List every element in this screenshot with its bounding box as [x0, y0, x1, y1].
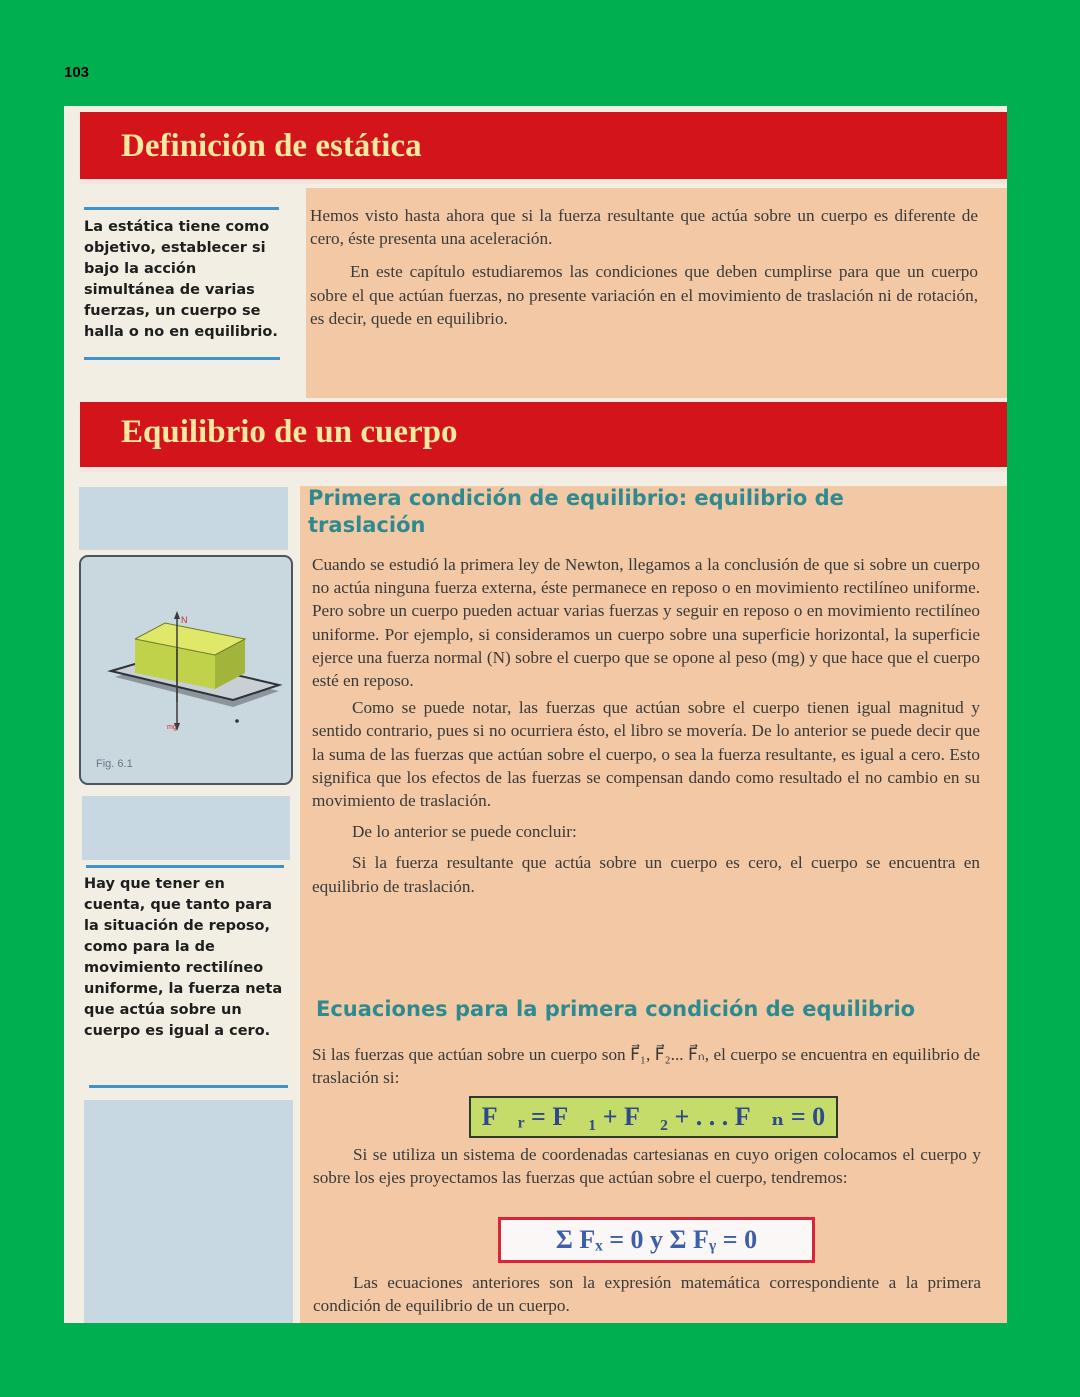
divider	[84, 357, 280, 360]
intro-text	[310, 204, 978, 330]
divider	[86, 865, 284, 868]
figure-caption: Fig. 6.1	[96, 758, 133, 770]
figure-6-1	[79, 555, 293, 785]
textbook-page	[64, 106, 1007, 1323]
subheading-equations: Ecuaciones para la primera condición de equilibrio	[316, 997, 916, 1021]
section-title: Definición de estática	[121, 128, 422, 164]
subheading-first-condition: Primera condición de equilibrio: equilibrio de traslación	[308, 486, 844, 537]
section-banner-equilibrium	[80, 402, 1007, 472]
side-panel	[79, 487, 288, 550]
divider	[89, 1085, 288, 1088]
page-number: 103	[64, 64, 90, 81]
paragraph: Cuando se estudió la primera ley de Newton, llegamos a la conclusión de que si sobre un cuerpo no actúa ninguna fuerza externa, éste permanece en reposo o en movimiento rectilíneo uniforme. Pero sobre un cuerpo pueden actuar varias fuerzas y seguir en reposo o en movimiento rectilíneo uniforme. Por ejemplo, si consideramos un cuerpo sobre una superficie horizontal, la superficie ejerce una fuerza normal (N) sobre el cuerpo que se opone al peso (mg) y que hace que el cuerpo esté en reposo.	[312, 555, 980, 691]
normal-label: N	[181, 615, 188, 625]
block-on-surface-illustration	[81, 557, 291, 783]
side-note-statics: La estática tiene como objetivo, establecer si bajo la acción simultánea de varias fuerzas, un cuerpo se halla o no en equilibrio.	[84, 219, 278, 340]
divider	[84, 207, 279, 210]
closing-paragraph: Las ecuaciones anteriores son la expresión matemática correspondiente a la primera condición de equilibrio de un cuerpo.	[313, 1273, 981, 1316]
arrowhead	[174, 611, 180, 619]
paragraph: Como se puede notar, las fuerzas que actúan sobre el cuerpo tienen igual magnitud y sentido contrario, pues si no ocurriera ésto, el libro se movería. De lo anterior se puede decir que la suma de las fuerzas que actúan sobre el cuerpo, o sea la fuerza resultante, es igual a cero. Esto significa que los efectos de las fuerzas se compensan dando como resultado el no cambio en su movimiento de traslación.	[312, 698, 980, 811]
conclusion: Si la fuerza resultante que actúa sobre un cuerpo es cero, el cuerpo se encuentra en equilibrio de traslación.	[312, 853, 980, 896]
side-panel	[82, 796, 290, 860]
paragraph: En este capítulo estudiaremos las condiciones que deben cumplirse para que un cuerpo sobre el que actúan fuerzas, no presente variación en el movimiento de traslación ni de rotación, es decir, quede en equilibrio.	[310, 262, 978, 328]
paragraph: De lo anterior se puede concluir:	[352, 822, 577, 842]
equations-intro: Si las fuerzas que actúan sobre un cuerpo son F⃗₁, F⃗₂... F⃗ₙ, el cuerpo se encuentra en equilibrio de traslación si:	[312, 1045, 980, 1088]
equation-resultant-force: F⃗ᵣ = F⃗₁ + F⃗₂ + . . . F⃗ₙ = 0	[469, 1096, 838, 1138]
section-title: Equilibrio de un cuerpo	[121, 414, 458, 450]
paragraph: Si se utiliza un sistema de coordenadas cartesianas en cuyo origen colocamos el cuerpo y sobre los ejes proyectamos las fuerzas que actúan sobre el cuerpo, tendremos:	[313, 1145, 981, 1188]
equation-component-sums: Σ Fₓ = 0 y Σ Fᵧ = 0	[498, 1217, 815, 1263]
weight-label: mg	[167, 724, 177, 731]
point-marker	[235, 719, 239, 723]
side-panel	[84, 1100, 293, 1323]
paragraph: Hemos visto hasta ahora que si la fuerza resultante que actúa sobre un cuerpo es diferente de cero, éste presenta una aceleración.	[310, 206, 978, 249]
section-banner-statics	[80, 112, 1007, 184]
body-text	[312, 553, 980, 898]
side-note-net-force: Hay que tener en cuenta, que tanto para la situación de reposo, como para la de movimiento rectilíneo uniforme, la fuerza neta que actúa sobre un cuerpo es igual a cero.	[84, 876, 283, 1039]
